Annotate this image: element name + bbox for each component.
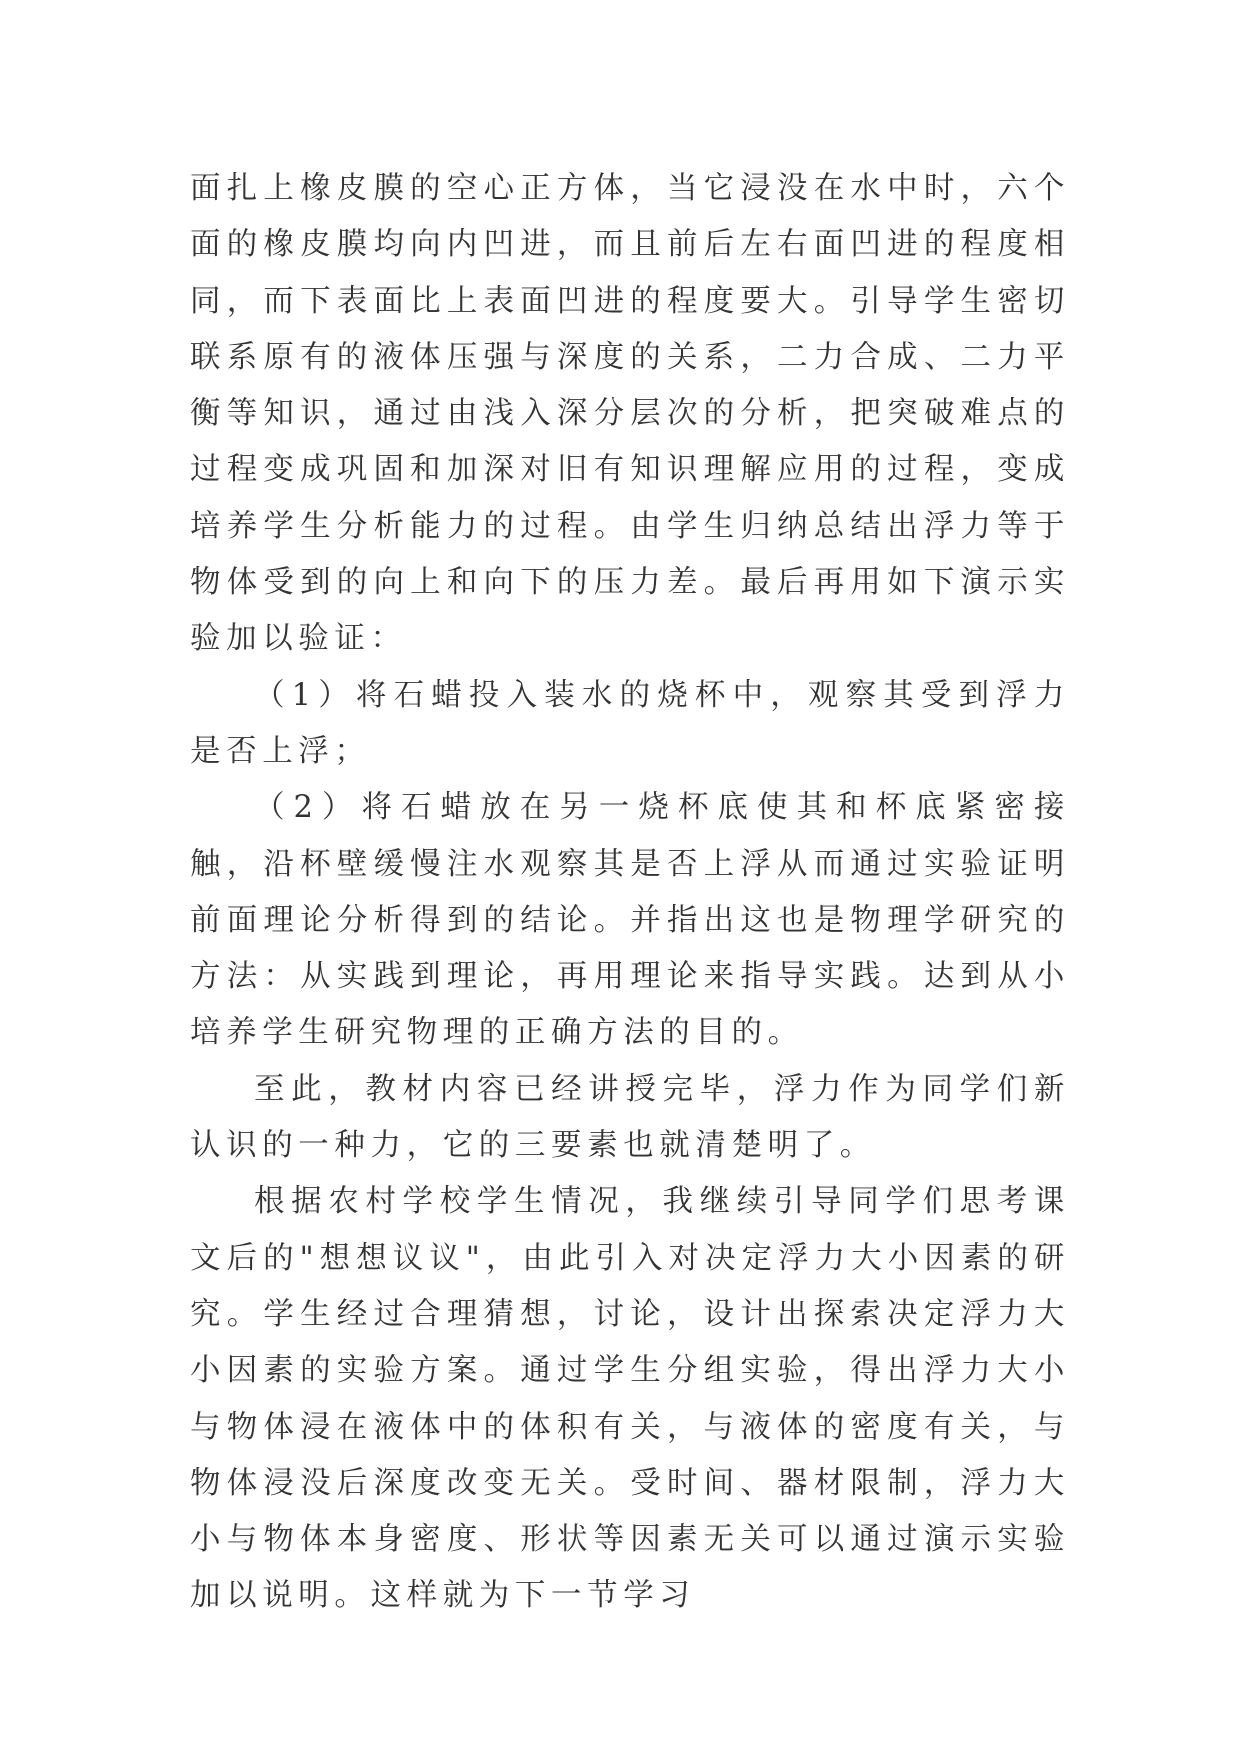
- paragraph-summary: 至此，教材内容已经讲授完毕，浮力作为同学们新认识的一种力，它的三要素也就清楚明了。: [190, 1071, 1070, 1164]
- paragraph-extension: 根据农村学校学生情况，我继续引导同学们思考课文后的"想想议议"，由此引入对决定浮力大小因素的研究。学生经过合理猜想，讨论，设计出探索决定浮力大小因素的实验方案。通过学生分组实验，得出浮力大小与物体浸在液体中的体积有关，与液体的密度有关，与物体浸没后深度改变无关。受时间、器材限制，浮力大小与物体本身密度、形状等因素无关可以通过演示实验加以说明。这样就为下一节学习: [190, 1184, 1070, 1614]
- paragraph-continuation: 面扎上橡皮膜的空心正方体，当它浸没在水中时，六个面的橡皮膜均向内凹进，而且前后左右面凹进的程度相同，而下表面比上表面凹进的程度要大。引导学生密切联系原有的液体压强与深度的关系，二力合成、二力平衡等知识，通过由浅入深分层次的分析，把突破难点的过程变成巩固和加深对旧有知识理解应用的过程，变成培养学生分析能力的过程。由学生归纳总结出浮力等于物体受到的向上和向下的压力差。最后再用如下演示实验加以验证：: [190, 171, 1070, 657]
- paragraph-experiment-step-2: （2）将石蜡放在另一烧杯底使其和杯底紧密接触，沿杯壁缓慢注水观察其是否上浮从而通过实验证明前面理论分析得到的结论。并指出这也是物理学研究的方法：从实践到理论，再用理论来指导实践。达到从小培养学生研究物理的正确方法的目的。: [190, 790, 1070, 1051]
- paragraph-experiment-step-1: （1）将石蜡投入装水的烧杯中，观察其受到浮力是否上浮；: [190, 677, 1070, 769]
- document-body: [190, 161, 1070, 1625]
